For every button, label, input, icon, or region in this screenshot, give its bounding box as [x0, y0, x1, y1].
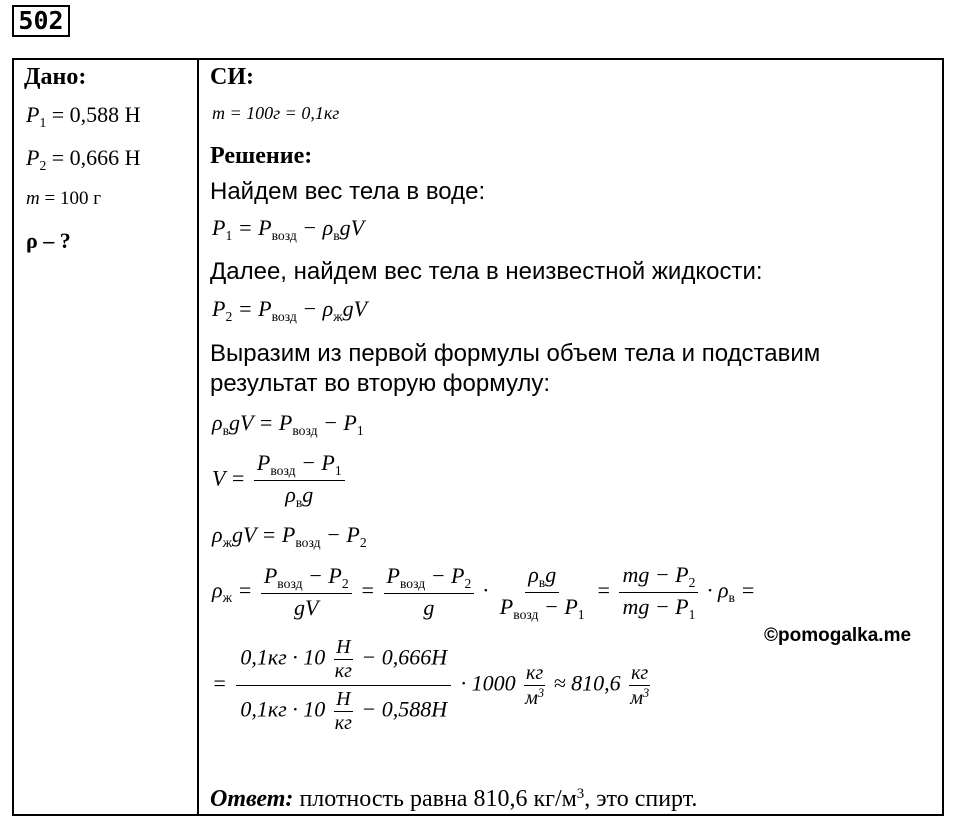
answer-label: Ответ: — [210, 786, 294, 813]
si-header: СИ: — [210, 64, 254, 90]
answer-line — [210, 786, 697, 813]
formula-p1: $P_1 = P_{возд} - \rho_вgV$ — [212, 215, 365, 243]
answer-text: плотность равна 810,6 кг/м — [299, 786, 577, 813]
formula-v: V = $\frac{P_{возд} - P_1}{\rho_вg}$ — [212, 450, 348, 511]
given-m: m = 100 г — [26, 188, 101, 209]
solution-step3-line1: Выразим из первой формулы объем тела и подставим — [210, 340, 821, 367]
formula-rhozh-gv: $\rho_жgV = P_{возд} - P_2$ — [212, 522, 367, 550]
formula-rhov: $\rho_вgV = P_{возд} - P_1$ — [212, 410, 364, 438]
si-conversion: m = 100г = 0,1кг — [212, 103, 340, 123]
formula-rhozh-chain: $\rho_ж$ = $\frac{P_{возд} - P_2}{gV}$ = $\frac{P_{возд} - P_2}{g}$ · $\frac{\rho_вg}{P_{возд} - P_1}$ = $\frac{mg - P_2}{mg - P_1}$ · $\rho_в$ = — [212, 562, 756, 622]
solution-step2: Далее, найдем вес тела в неизвестной жидкости: — [210, 258, 763, 285]
given-p1: $P_1 = 0,588$ Н — [26, 102, 141, 130]
solution-header: Решение: — [210, 143, 313, 169]
watermark: ©pomogalka.me — [764, 625, 912, 646]
answer-power: 3 — [576, 786, 585, 802]
solution-step1: Найдем вес тела в воде: — [210, 178, 486, 205]
given-m-value: = 100 г — [44, 188, 101, 209]
column-divider — [197, 58, 199, 816]
given-header: Дано: — [24, 64, 87, 90]
given-p2-value: = 0,666 Н — [51, 145, 141, 170]
formula-numeric: = 0,1кг · 10 Н кг − 0,666Н 0,1кг · 10 Н кг − 0,588Н · 1000 кг $м^3$ ≈ 810,6 кг $м^3$ — [212, 636, 650, 734]
given-p1-value: = 0,588 Н — [51, 102, 141, 127]
given-unknown: ρ – ? — [26, 228, 71, 253]
answer-tail: , это спирт. — [584, 786, 698, 813]
problem-number: 502 — [12, 5, 70, 37]
solution-step3-line2: результат во вторую формулу: — [210, 370, 551, 397]
formula-p2: $P_2 = P_{возд} - \rho_жgV$ — [212, 296, 368, 324]
given-p2: $P_2 = 0,666$ Н — [26, 145, 141, 173]
